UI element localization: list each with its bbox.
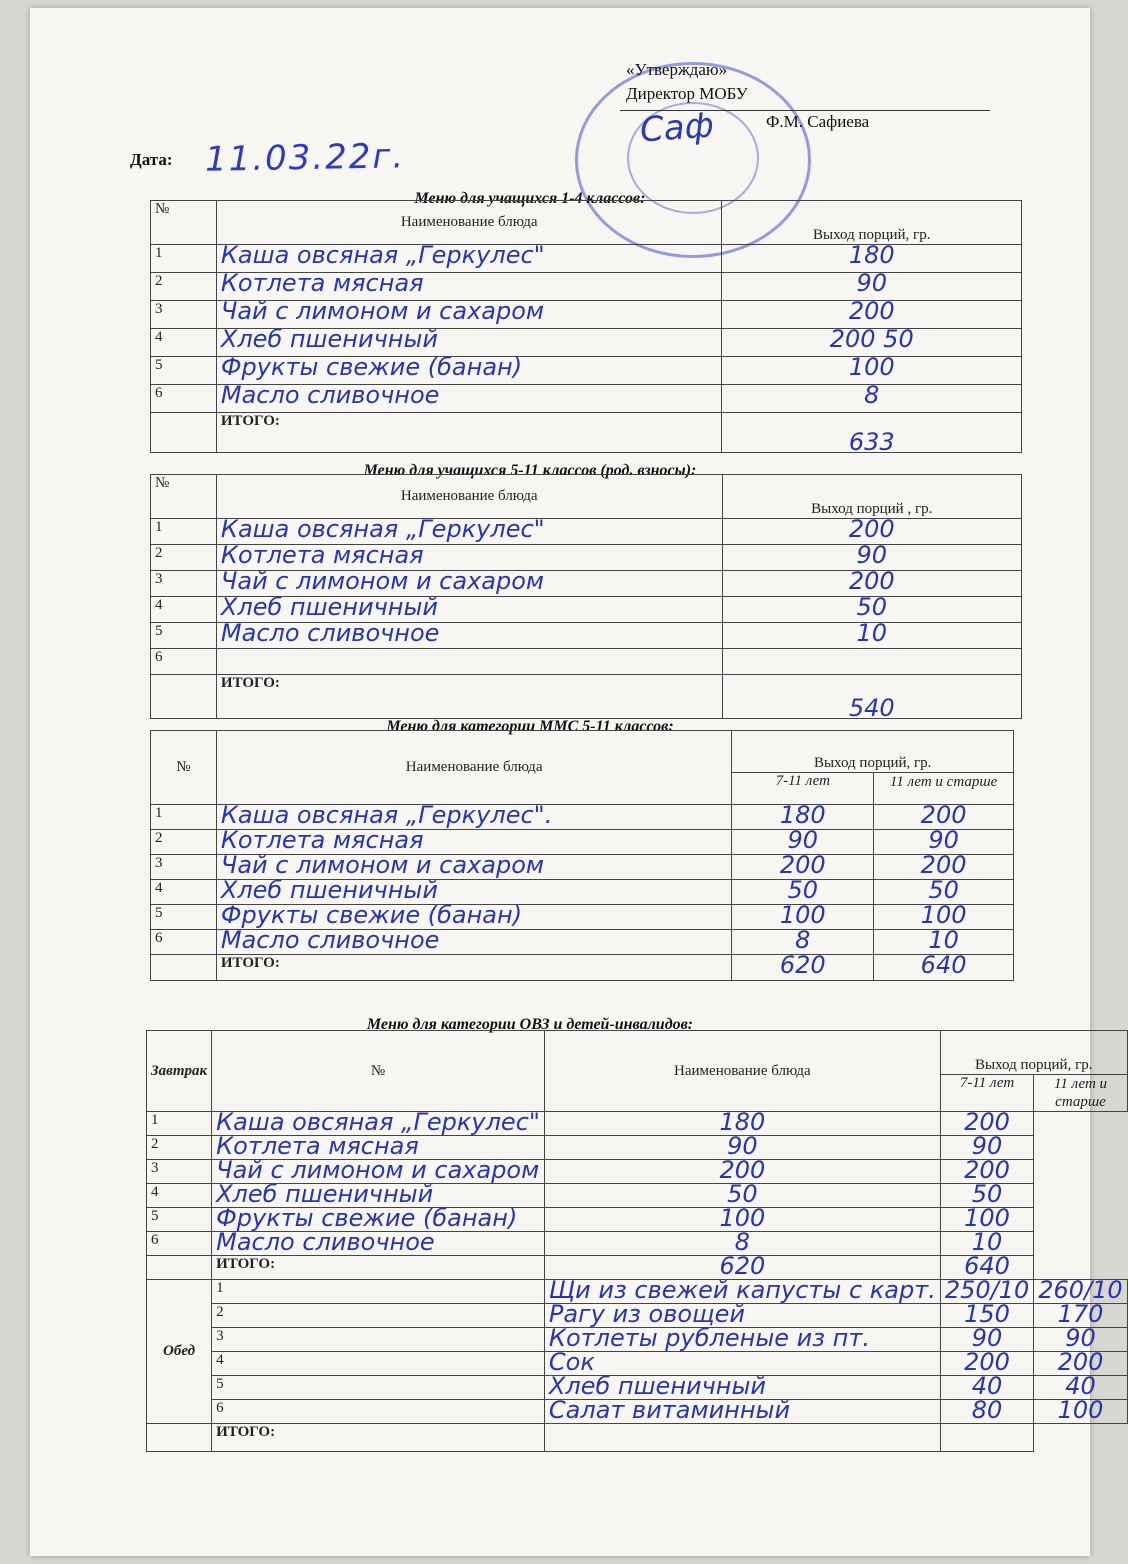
table2 (150, 474, 1022, 722)
dish-yield-age2: 50 (874, 880, 1014, 905)
row-number: 1 (147, 1112, 212, 1136)
table4-col-age2: 11 лет и старше (1034, 1075, 1127, 1112)
table2-title: Меню для учащихся 5-11 классов (род. взносы): (363, 462, 697, 479)
dish-yield-age1: 90 (732, 830, 874, 855)
row-number: 5 (147, 1208, 212, 1232)
dish-name: Хлеб пшеничный (216, 597, 722, 623)
dish-yield-age1: 8 (732, 930, 874, 955)
dish-name: Каша овсяная „Геркулес" (212, 1112, 545, 1136)
row-number: 6 (212, 1400, 545, 1424)
dish-name: Сок (544, 1352, 940, 1376)
dish-name: Каша овсяная „Геркулес" (216, 245, 722, 273)
dish-name: Масло сливочное (216, 385, 722, 413)
row-number: 4 (151, 880, 217, 905)
dish-name: Рагу из овощей (544, 1304, 940, 1328)
dish-yield-age2: 100 (1034, 1400, 1127, 1424)
dish-yield-age2: 90 (1034, 1328, 1127, 1352)
row-number: 3 (151, 301, 217, 329)
dish-name: Котлета мясная (216, 830, 732, 855)
table1-col-yield: Выход порций, гр. (722, 201, 1022, 245)
dish-name: Хлеб пшеничный (212, 1184, 545, 1208)
table1-total-value: 633 (722, 413, 1022, 453)
dish-yield-age2: 200 (940, 1112, 1033, 1136)
row-number: 6 (147, 1232, 212, 1256)
dish-yield: 180 (722, 245, 1022, 273)
table2-col-name: Наименование блюда (216, 475, 722, 519)
row-number: 1 (151, 245, 217, 273)
dish-yield-age1: 150 (940, 1304, 1033, 1328)
dish-name: Фрукты свежие (банан) (216, 357, 722, 385)
dish-name: Хлеб пшеничный (216, 880, 732, 905)
breakfast-total-b: 640 (940, 1256, 1033, 1280)
table3-col-age1: 7-11 лет (732, 773, 874, 805)
dish-yield: 200 50 (722, 329, 1022, 357)
row-number: 2 (151, 273, 217, 301)
dish-name: Котлеты рубленые из пт. (544, 1328, 940, 1352)
dish-yield: 50 (722, 597, 1021, 623)
row-number: 1 (151, 805, 217, 830)
dish-name: Хлеб пшеничный (216, 329, 722, 357)
dish-yield-age2: 50 (940, 1184, 1033, 1208)
table4 (146, 1030, 1128, 1452)
dish-yield-age2: 260/10 (1034, 1280, 1127, 1304)
table3-col-yield: Выход порций, гр. (732, 731, 1014, 773)
dish-yield-age1: 80 (940, 1400, 1033, 1424)
row-number: 5 (151, 905, 217, 930)
dish-yield-age1: 40 (940, 1376, 1033, 1400)
row-number: 3 (212, 1328, 545, 1352)
table3-col-num: № (151, 731, 217, 805)
row-number: 4 (147, 1184, 212, 1208)
dish-yield-age2: 40 (1034, 1376, 1127, 1400)
dish-name: Масло сливочное (212, 1232, 545, 1256)
dish-yield-age1: 8 (544, 1232, 940, 1256)
row-number: 1 (151, 519, 217, 545)
row-number: 2 (151, 830, 217, 855)
dish-name: Чай с лимоном и сахаром (216, 855, 732, 880)
dish-yield-age2: 10 (874, 930, 1014, 955)
dish-yield-age1: 200 (940, 1352, 1033, 1376)
table4-col-age1: 7-11 лет (940, 1075, 1033, 1112)
row-number: 6 (151, 385, 217, 413)
handwritten-signature: Саф (638, 105, 715, 151)
dish-yield-age1: 180 (732, 805, 874, 830)
dish-name: Щи из свежей капусты с карт. (544, 1280, 940, 1304)
table2-col-num: № (151, 475, 217, 519)
row-number: 3 (151, 571, 217, 597)
dish-yield-age2: 100 (940, 1208, 1033, 1232)
lunch-label: Обед (147, 1280, 212, 1424)
dish-name: Масло сливочное (216, 930, 732, 955)
breakfast-total-a: 620 (544, 1256, 940, 1280)
table3 (150, 730, 1014, 981)
table4-col-yield: Выход порций, гр. (940, 1031, 1127, 1075)
lunch-total-label: ИТОГО: (212, 1424, 545, 1452)
row-number: 6 (151, 930, 217, 955)
table3-total-b: 640 (874, 955, 1014, 981)
dish-name: Котлета мясная (216, 545, 722, 571)
dish-yield-age1: 250/10 (940, 1280, 1033, 1304)
dish-yield-age1: 100 (732, 905, 874, 930)
table3-total-label: ИТОГО: (216, 955, 732, 981)
dish-yield: 200 (722, 301, 1022, 329)
dish-name: Каша овсяная „Геркулес". (216, 805, 732, 830)
table1-total-label: ИТОГО: (216, 413, 722, 453)
table4-col-name: Наименование блюда (544, 1031, 940, 1112)
row-number: 4 (212, 1352, 545, 1376)
dish-yield: 90 (722, 545, 1021, 571)
dish-name: Фрукты свежие (банан) (216, 905, 732, 930)
table2-total-label: ИТОГО: (216, 675, 722, 719)
dish-yield-age1: 90 (544, 1136, 940, 1160)
dish-yield: 10 (722, 623, 1021, 649)
dish-yield-age1: 200 (732, 855, 874, 880)
table4-title: Меню для категории ОВЗ и детей-инвалидов: (366, 1016, 694, 1033)
dish-yield: 200 (722, 519, 1021, 545)
table3-total-a: 620 (732, 955, 874, 981)
row-number: 6 (151, 649, 217, 675)
row-number: 2 (147, 1136, 212, 1160)
dish-yield-age1: 200 (544, 1160, 940, 1184)
table-row (151, 649, 1022, 675)
row-number: 2 (151, 545, 217, 571)
dish-yield-age2: 100 (874, 905, 1014, 930)
breakfast-total-label: ИТОГО: (212, 1256, 545, 1280)
dish-yield-age2: 200 (874, 855, 1014, 880)
table-row (147, 1400, 1128, 1424)
approval-line-3: Ф.М. Сафиева (766, 112, 870, 131)
approval-line-2: Директор МОБУ (626, 84, 748, 103)
table3-col-name: Наименование блюда (216, 731, 732, 805)
row-number: 4 (151, 329, 217, 357)
dish-yield: 8 (722, 385, 1022, 413)
dish-yield-age1: 90 (940, 1328, 1033, 1352)
approval-line-1: «Утверждаю» (626, 60, 728, 79)
row-number: 3 (147, 1160, 212, 1184)
dish-yield (722, 649, 1021, 675)
dish-yield-age2: 200 (874, 805, 1014, 830)
dish-yield-age2: 170 (1034, 1304, 1127, 1328)
dish-name: Хлеб пшеничный (544, 1376, 940, 1400)
table-row (151, 385, 1022, 413)
dish-name: Котлета мясная (212, 1136, 545, 1160)
dish-name: Масло сливочное (216, 623, 722, 649)
dish-yield-age1: 180 (544, 1112, 940, 1136)
table1-title: Меню для учащихся 1-4 классов: (414, 190, 646, 207)
dish-yield: 100 (722, 357, 1022, 385)
table2-col-yield: Выход порций , гр. (722, 475, 1021, 519)
dish-yield: 90 (722, 273, 1022, 301)
row-number: 5 (212, 1376, 545, 1400)
dish-name: Фрукты свежие (банан) (212, 1208, 545, 1232)
row-number: 5 (151, 623, 217, 649)
dish-yield-age1: 50 (732, 880, 874, 905)
row-number: 2 (212, 1304, 545, 1328)
dish-yield-age2: 10 (940, 1232, 1033, 1256)
dish-yield-age2: 200 (1034, 1352, 1127, 1376)
row-number: 3 (151, 855, 217, 880)
dish-yield-age2: 90 (874, 830, 1014, 855)
dish-yield-age2: 90 (940, 1136, 1033, 1160)
dish-yield-age1: 100 (544, 1208, 940, 1232)
dish-yield-age1: 50 (544, 1184, 940, 1208)
date-label: Дата: (130, 150, 173, 169)
date-value: 11.03.22г. (204, 136, 406, 180)
table2-total-value: 540 (722, 675, 1021, 719)
dish-name: Котлета мясная (216, 273, 722, 301)
dish-name: Чай с лимоном и сахаром (212, 1160, 545, 1184)
dish-name: Салат витаминный (544, 1400, 940, 1424)
dish-yield: 200 (722, 571, 1021, 597)
dish-yield-age2: 200 (940, 1160, 1033, 1184)
breakfast-label: Завтрак (147, 1031, 212, 1112)
row-number: 1 (212, 1280, 545, 1304)
table1-col-num: № (151, 201, 217, 245)
dish-name: Чай с лимоном и сахаром (216, 301, 722, 329)
table1 (150, 200, 1022, 456)
table1-col-name: Наименование блюда (216, 201, 722, 245)
table3-col-age2: 11 лет и старше (874, 773, 1014, 805)
dish-name: Каша овсяная „Геркулес" (216, 519, 722, 545)
dish-name (216, 649, 722, 675)
table-row (151, 930, 1014, 955)
dish-name: Чай с лимоном и сахаром (216, 571, 722, 597)
table-row (151, 623, 1022, 649)
table3-title: Меню для категории ММС 5-11 классов: (386, 718, 674, 735)
row-number: 4 (151, 597, 217, 623)
row-number: 5 (151, 357, 217, 385)
table4-col-num: № (212, 1031, 545, 1112)
